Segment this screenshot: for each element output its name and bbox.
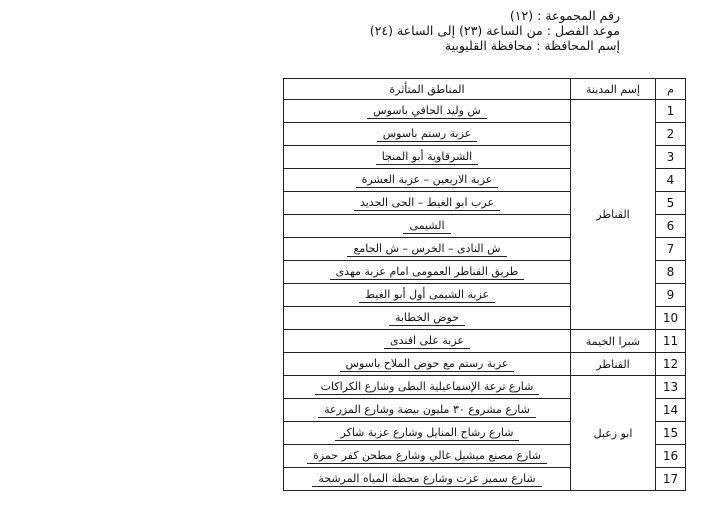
area-text: ش وليد الحافي باسوس	[367, 104, 487, 119]
city-cell: القناطر	[571, 100, 656, 330]
area-text: طريق القناطر العمومى امام عزبة مهدى	[330, 265, 525, 280]
area-cell	[284, 376, 571, 399]
area-text: شارع مصنع ميشيل غالي وشارع مطحن كفر حمزة	[307, 449, 547, 464]
area-text: ش النادى – الخرس – ش الجامع	[347, 242, 506, 257]
city-cell: شبرا الخيمة	[571, 330, 656, 353]
row-number: 1	[656, 100, 686, 123]
area-text: الشرقاوية أبو المنجا	[376, 150, 479, 165]
row-number: 15	[656, 422, 686, 445]
area-cell	[284, 261, 571, 284]
row-number: 2	[656, 123, 686, 146]
area-cell	[284, 169, 571, 192]
row-number: 5	[656, 192, 686, 215]
row-number: 14	[656, 399, 686, 422]
governorate-line: إسم المحافظة : محافظة القليوبية	[444, 38, 620, 53]
area-cell	[284, 330, 571, 353]
table-row	[284, 376, 686, 399]
header-city: إسم المدينة	[571, 79, 656, 100]
header-num: م	[656, 79, 686, 100]
city-cell: ابو زعبل	[571, 376, 656, 491]
area-cell	[284, 238, 571, 261]
table-row	[284, 100, 686, 123]
row-number: 16	[656, 445, 686, 468]
area-cell	[284, 422, 571, 445]
document-header	[370, 8, 620, 53]
group-number-line: رقم المجموعة : (١٢)	[509, 8, 620, 23]
area-text: عرب ابو الغيط – الحى الجديد	[354, 196, 500, 211]
city-cell: القناطر	[571, 353, 656, 376]
area-text: شارع مشروع ٣٠ مليون بيضة وشارع المزرعة	[318, 403, 536, 418]
area-text: شارع ترعة الإسماعيلية البطى وشارع الكراكات	[315, 380, 540, 395]
row-number: 6	[656, 215, 686, 238]
area-cell	[284, 192, 571, 215]
row-number: 7	[656, 238, 686, 261]
table-header-row	[284, 79, 686, 100]
area-cell	[284, 353, 571, 376]
area-cell	[284, 100, 571, 123]
area-cell	[284, 445, 571, 468]
area-text: حوض الخطابة	[389, 311, 465, 326]
row-number: 4	[656, 169, 686, 192]
header-areas: المناطق المتأثرة	[284, 79, 571, 100]
area-text: عزبة رستم مع حوض الملاح باسوس	[340, 357, 515, 372]
table-row	[284, 330, 686, 353]
row-number: 3	[656, 146, 686, 169]
cutoff-time-line: موعد الفصل : من الساعة (٢٣) إلى الساعة (٢٤)	[369, 23, 620, 38]
row-number: 13	[656, 376, 686, 399]
area-cell	[284, 399, 571, 422]
row-number: 8	[656, 261, 686, 284]
table-row	[284, 353, 686, 376]
row-number: 17	[656, 468, 686, 491]
row-number: 10	[656, 307, 686, 330]
area-text: الشيمى	[403, 219, 450, 234]
area-cell	[284, 146, 571, 169]
area-text: عزبة رستم باسوس	[377, 127, 478, 142]
area-cell	[284, 468, 571, 491]
row-number: 12	[656, 353, 686, 376]
area-cell	[284, 215, 571, 238]
area-text: شارع رشاح المنايل وشارع عزبة شاكر	[335, 426, 520, 441]
affected-areas-table	[283, 78, 686, 491]
area-text: عزبة على افندى	[384, 334, 470, 349]
area-text: عزبة الاربعين – عزبة العشرة	[356, 173, 499, 188]
area-text: شارع سمير عزت وشارع محطة المياه المرشحة	[312, 472, 541, 487]
area-cell	[284, 307, 571, 330]
area-cell	[284, 284, 571, 307]
area-cell	[284, 123, 571, 146]
area-text: عزبة الشيمى أول أبو الغيط	[359, 288, 495, 303]
row-number: 11	[656, 330, 686, 353]
row-number: 9	[656, 284, 686, 307]
